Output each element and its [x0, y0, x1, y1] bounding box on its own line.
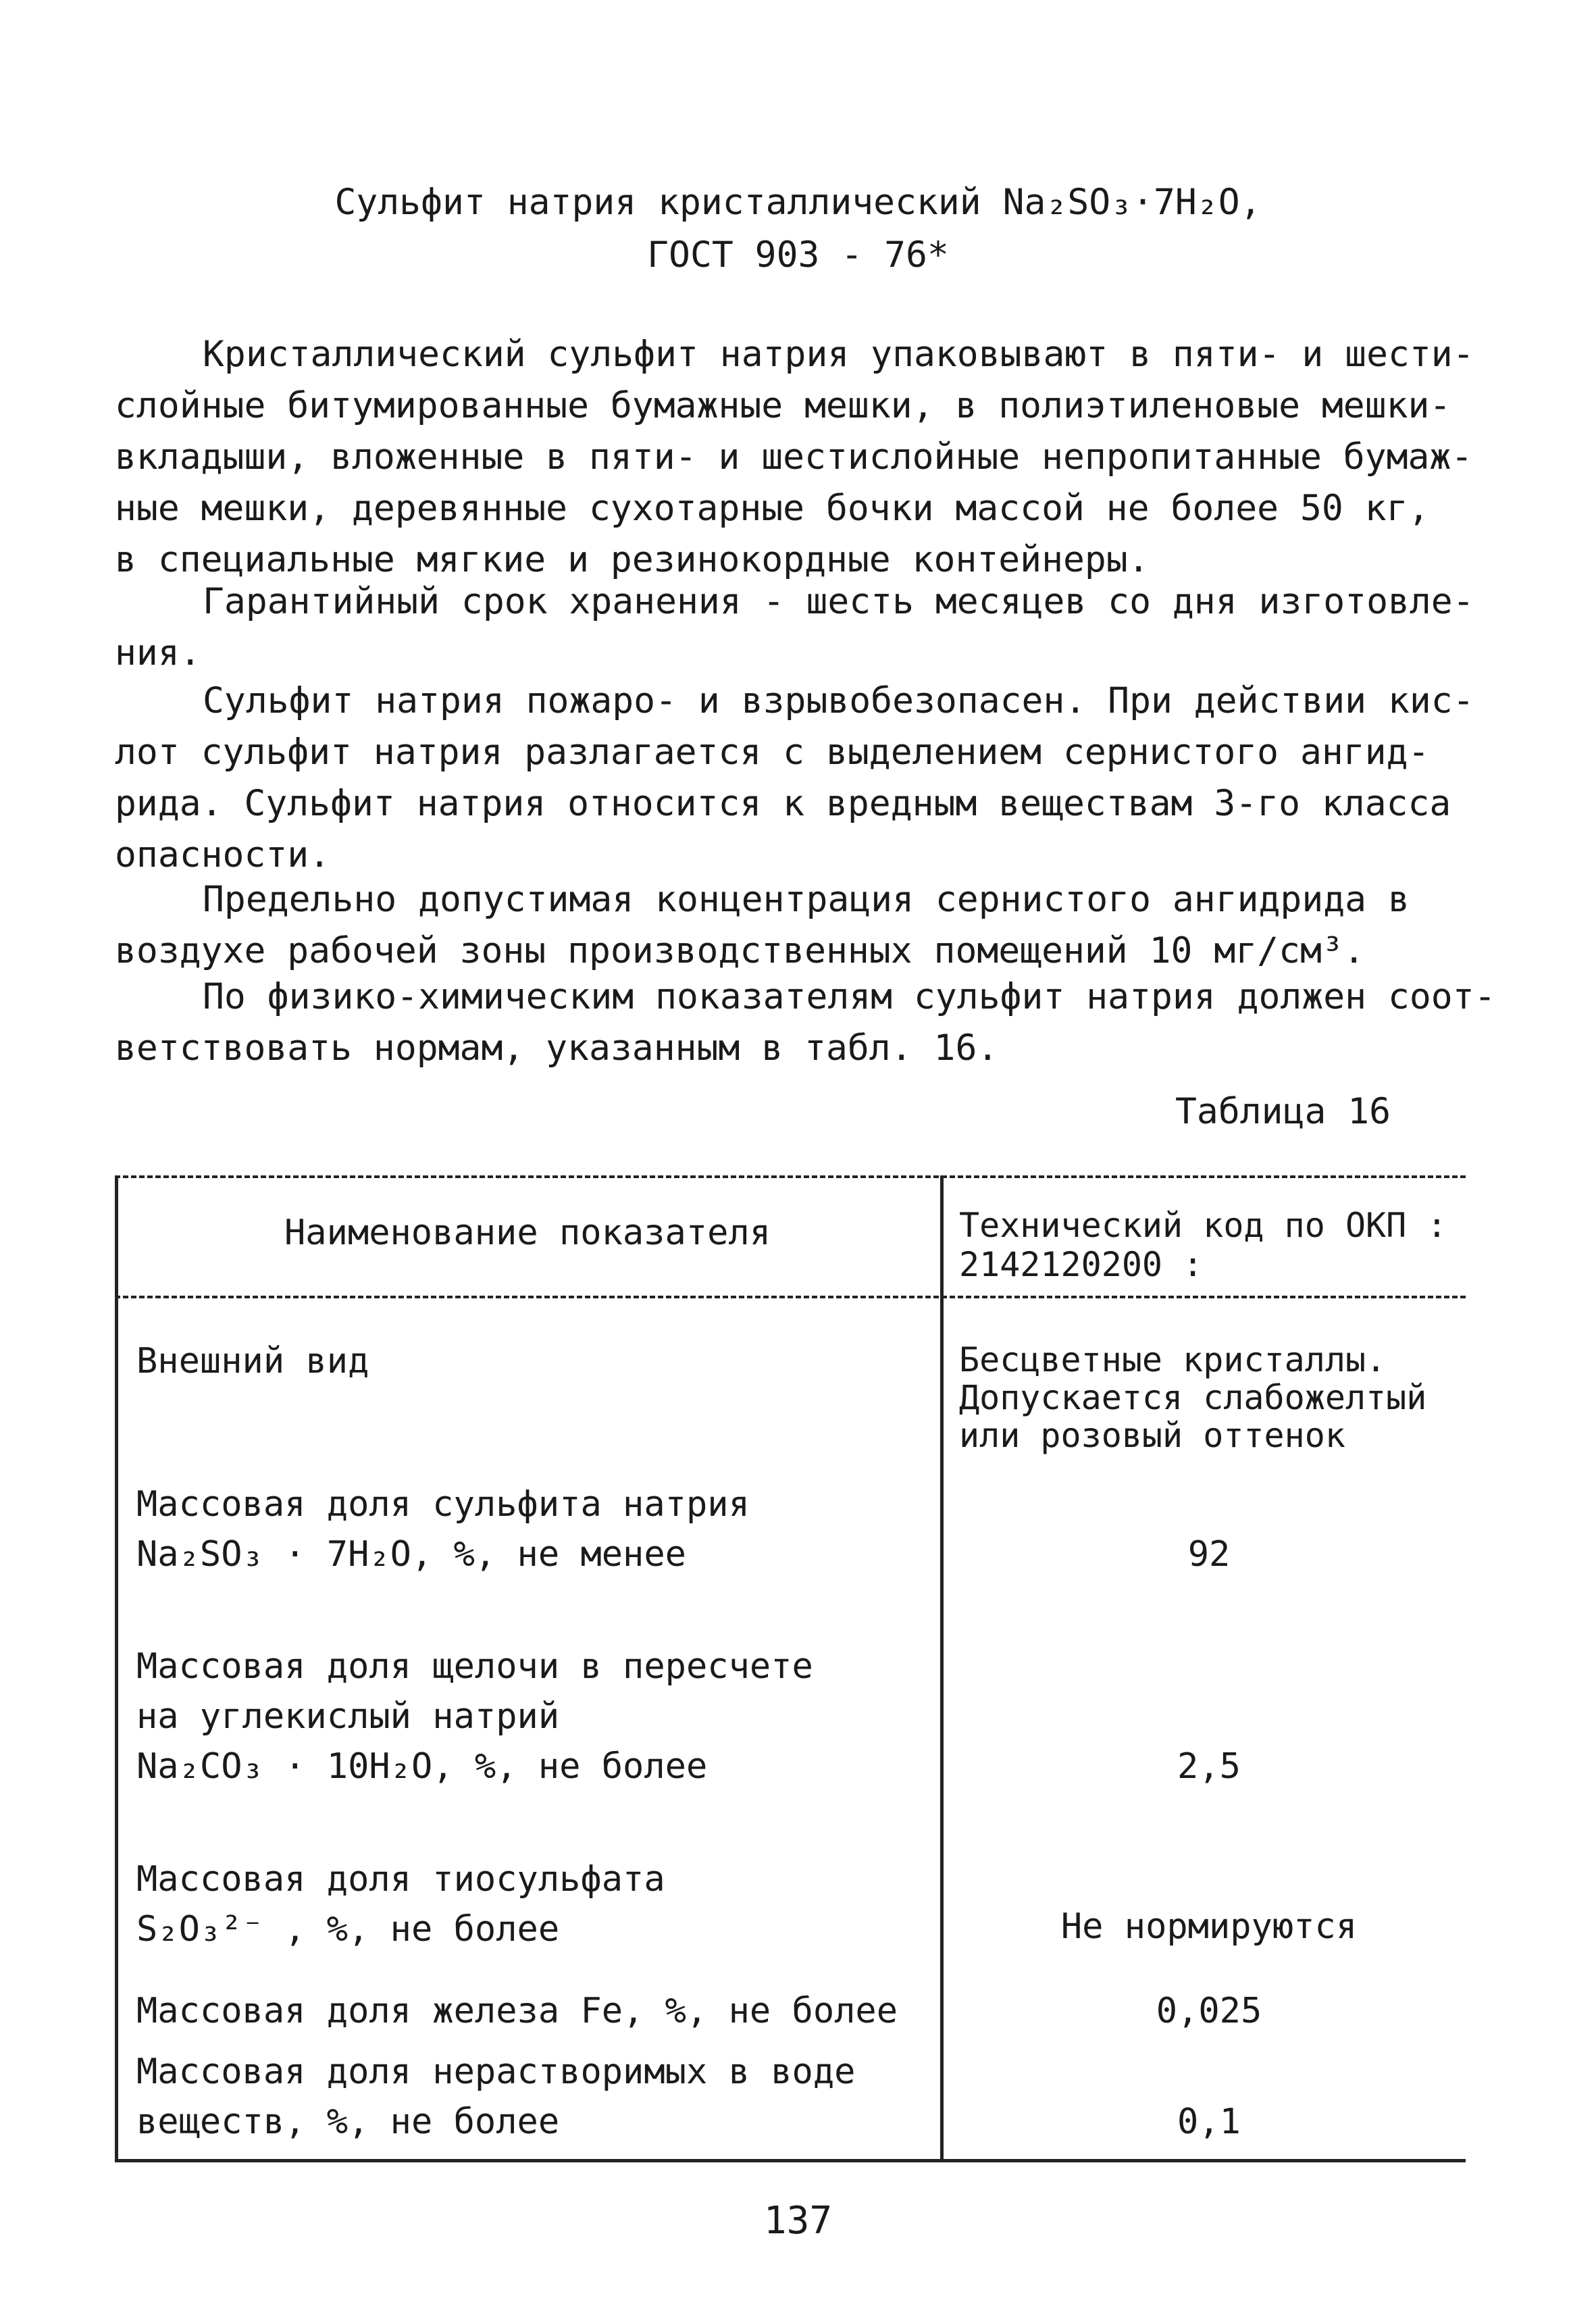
row-insoluble-name-line: веществ, %, не более [136, 2102, 560, 2142]
paragraph-line: Сульфит натрия пожаро- и взрывобезопасен. При действии кис- [203, 680, 1474, 721]
header-okp-value: 2142120200 : [959, 1245, 1204, 1284]
header-okp-code [959, 1206, 1459, 1284]
paragraph-line: опасности. [115, 834, 331, 875]
row-alkali-name-line: Массовая доля щелочи в пересчете [136, 1646, 813, 1687]
header-indicator-name: Наименование показателя [284, 1213, 771, 1253]
paragraph-warranty [115, 576, 1499, 679]
row-thiosulfate-name [136, 1854, 933, 1954]
row-iron-value: 0,025 [1156, 1991, 1262, 2031]
table-caption: Таблица 16 [1175, 1091, 1391, 1132]
specification-table [115, 1175, 1466, 2162]
paragraph-line: воздухе рабочей зоны производственных помещений 10 мг/см³. [115, 930, 1365, 971]
paragraph-line: ные мешки, деревянные сухотарные бочки массой не более 50 кг, [115, 488, 1430, 529]
table-top-border [115, 1175, 1466, 1178]
table-left-border [115, 1175, 118, 2162]
paragraph-limit [115, 874, 1499, 977]
table-bottom-border [115, 2159, 1466, 2162]
header-okp-label: Технический код по ОКП : [959, 1206, 1447, 1245]
row-appearance-value-line: или розовый оттенок [959, 1416, 1345, 1455]
paragraph-packaging [115, 329, 1499, 586]
row-appearance-value [959, 1341, 1472, 1454]
row-sulfite-value: 92 [1187, 1534, 1231, 1575]
paragraph-line: лот сульфит натрия разлагается с выделением сернистого ангид- [115, 732, 1430, 773]
paragraph-safety [115, 676, 1499, 881]
paragraph-norms [115, 971, 1499, 1074]
paragraph-line: ния. [115, 632, 201, 673]
row-alkali-name-line: на углекислый натрий [136, 1696, 560, 1737]
row-thiosulfate-name-line: S₂O₃²⁻ , %, не более [136, 1909, 560, 1950]
row-alkali-name [136, 1642, 933, 1791]
row-insoluble-name [136, 2047, 933, 2147]
paragraph-line: вкладыши, вложенные в пяти- и шестислойные непропитанные бумаж- [115, 436, 1473, 478]
paragraph-line: слойные битумированные бумажные мешки, в полиэтиленовые мешки- [115, 385, 1451, 426]
row-alkali-name-line: Na₂CO₃ · 10H₂O, %, не более [136, 1746, 708, 1787]
row-appearance-value-line: Допускается слабожелтый [959, 1378, 1427, 1417]
paragraph-line: в специальные мягкие и резинокордные контейнеры. [115, 539, 1150, 580]
page-number: 137 [763, 2199, 833, 2243]
document-title: Сульфит натрия кристаллический Na₂SO₃·7H₂O, [334, 182, 1262, 223]
row-appearance-value-line: Бесцветные кристаллы. [959, 1340, 1387, 1379]
row-thiosulfate-value: Не нормируются [1060, 1906, 1358, 1947]
table-column-divider [940, 1175, 944, 2162]
row-alkali-value: 2,5 [1177, 1746, 1241, 1787]
paragraph-line: По физико-химическим показателям сульфит натрия должен соот- [203, 976, 1496, 1017]
paragraph-line: ветствовать нормам, указанным в табл. 16. [115, 1027, 999, 1069]
row-appearance-name: Внешний вид [136, 1341, 369, 1381]
row-thiosulfate-name-line: Массовая доля тиосульфата [136, 1859, 665, 1900]
row-insoluble-name-line: Массовая доля нерастворимых в воде [136, 2052, 856, 2092]
table-header-divider [115, 1296, 1466, 1298]
row-sulfite-name-line: Массовая доля сульфита натрия [136, 1484, 750, 1525]
row-iron-name: Массовая доля железа Fe, %, не более [136, 1991, 898, 2031]
paragraph-line: Кристаллический сульфит натрия упаковывают в пяти- и шести- [203, 334, 1474, 375]
paragraph-line: рида. Сульфит натрия относится к вредным веществам 3-го класса [115, 783, 1451, 824]
row-insoluble-value: 0,1 [1177, 2102, 1241, 2142]
paragraph-line: Гарантийный срок хранения - шесть месяцев со дня изготовле- [203, 581, 1474, 622]
document-standard: ГОСТ 903 - 76* [647, 234, 949, 276]
paragraph-line: Предельно допустимая концентрация сернистого ангидрида в [203, 879, 1410, 920]
row-sulfite-name-line: Na₂SO₃ · 7H₂O, %, не менее [136, 1534, 686, 1575]
row-sulfite-name [136, 1479, 933, 1579]
